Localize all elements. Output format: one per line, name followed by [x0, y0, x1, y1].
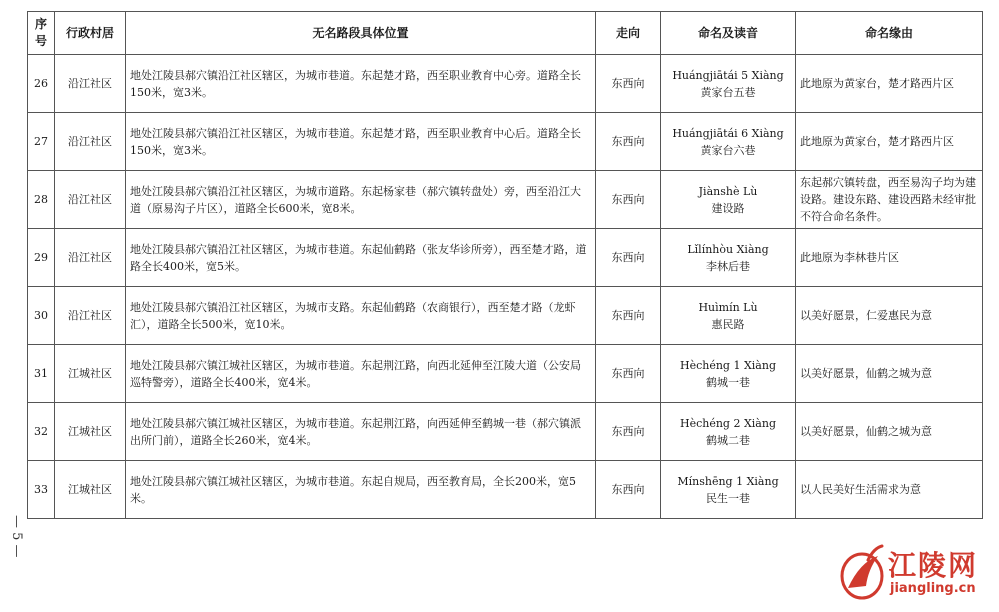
row-reason: 以美好愿景，仙鹤之城为意 — [796, 345, 983, 403]
row-name-chinese: 民生一巷 — [706, 491, 750, 505]
row-name-chinese: 惠民路 — [711, 317, 745, 331]
road-naming-table — [27, 11, 983, 519]
row-location: 地处江陵县郝穴镇沿江社区辖区，为城市巷道。东起楚才路，西至职业教育中心后。道路全长150米，宽3米。 — [126, 113, 596, 171]
row-reason: 以人民美好生活需求为意 — [796, 461, 983, 519]
row-village: 沿江社区 — [55, 287, 126, 345]
row-village: 江城社区 — [55, 403, 126, 461]
table-row — [28, 55, 983, 113]
row-name-pinyin: Hèchéng 1 Xiàng — [679, 358, 776, 372]
row-direction: 东西向 — [596, 403, 661, 461]
row-reason: 东起郝穴镇转盘，西至易沟子均为建设路。建设东路、建设西路未经审批不符合命名条件。 — [796, 171, 983, 229]
row-reason: 以美好愿景，仙鹤之城为意 — [796, 403, 983, 461]
row-name — [661, 171, 796, 229]
row-village: 江城社区 — [55, 345, 126, 403]
page-number: — 5 — — [9, 515, 24, 558]
table-header-row — [28, 12, 983, 55]
row-location: 地处江陵县郝穴镇沿江社区辖区，为城市道路。东起杨家巷（郝穴镇转盘处）旁，西至沿江大道（原易沟子片区），道路全长600米，宽8米。 — [126, 171, 596, 229]
row-number: 31 — [28, 345, 55, 403]
row-direction: 东西向 — [596, 345, 661, 403]
table-row — [28, 345, 983, 403]
watermark-url: jiangling.cn — [890, 581, 976, 596]
row-location: 地处江陵县郝穴镇江城社区辖区，为城市巷道。东起荆江路，向西北延伸至江陵大道（公安局巡特警旁），道路全长400米，宽4米。 — [126, 345, 596, 403]
table-row — [28, 113, 983, 171]
row-direction: 东西向 — [596, 171, 661, 229]
row-location: 地处江陵县郝穴镇沿江社区辖区，为城市巷道。东起楚才路，西至职业教育中心旁。道路全长150米，宽3米。 — [126, 55, 596, 113]
row-name-pinyin: Huángjiātái 5 Xiàng — [672, 68, 784, 82]
row-reason: 以美好愿景，仁爱惠民为意 — [796, 287, 983, 345]
row-number: 29 — [28, 229, 55, 287]
header-reason: 命名缘由 — [796, 12, 983, 55]
row-number: 32 — [28, 403, 55, 461]
header-location: 无名路段具体位置 — [126, 12, 596, 55]
row-direction: 东西向 — [596, 287, 661, 345]
row-name-pinyin: Hèchéng 2 Xiàng — [679, 416, 776, 430]
row-direction: 东西向 — [596, 229, 661, 287]
row-name — [661, 113, 796, 171]
row-name-chinese: 黄家台五巷 — [700, 85, 756, 99]
row-village: 沿江社区 — [55, 229, 126, 287]
row-village: 江城社区 — [55, 461, 126, 519]
crane-logo-icon — [838, 542, 886, 602]
row-name — [661, 287, 796, 345]
row-village: 沿江社区 — [55, 55, 126, 113]
row-village: 沿江社区 — [55, 113, 126, 171]
table-row — [28, 287, 983, 345]
row-number: 26 — [28, 55, 55, 113]
row-reason: 此地原为黄家台，楚才路西片区 — [796, 113, 983, 171]
row-reason: 此地原为李林巷片区 — [796, 229, 983, 287]
row-name-pinyin: Huángjiātái 6 Xiàng — [672, 126, 784, 140]
row-location: 地处江陵县郝穴镇江城社区辖区，为城市巷道。东起自规局，西至教育局，全长200米，宽5米。 — [126, 461, 596, 519]
table-row — [28, 171, 983, 229]
header-direction: 走向 — [596, 12, 661, 55]
row-name-pinyin: Jiànshè Lù — [698, 184, 758, 198]
row-number: 28 — [28, 171, 55, 229]
row-name — [661, 229, 796, 287]
row-number: 30 — [28, 287, 55, 345]
row-location: 地处江陵县郝穴镇江城社区辖区，为城市巷道。东起荆江路，向西延伸至鹤城一巷（郝穴镇派出所门前），道路全长260米，宽4米。 — [126, 403, 596, 461]
row-direction: 东西向 — [596, 55, 661, 113]
row-location: 地处江陵县郝穴镇沿江社区辖区，为城市支路。东起仙鹤路（农商银行），西至楚才路（龙虾汇），道路全长500米，宽10米。 — [126, 287, 596, 345]
watermark-site-name: 江陵网 — [888, 549, 979, 582]
header-village: 行政村居 — [55, 12, 126, 55]
row-location: 地处江陵县郝穴镇沿江社区辖区，为城市巷道。东起仙鹤路（张友华诊所旁），西至楚才路，道路全长400米，宽5米。 — [126, 229, 596, 287]
row-name-chinese: 鹤城一巷 — [706, 375, 750, 389]
row-name-chinese: 建设路 — [711, 201, 745, 215]
table-row — [28, 229, 983, 287]
row-name-chinese: 鹤城二巷 — [706, 433, 750, 447]
row-name — [661, 55, 796, 113]
row-name — [661, 345, 796, 403]
row-number: 33 — [28, 461, 55, 519]
row-number: 27 — [28, 113, 55, 171]
site-watermark — [838, 540, 988, 605]
row-name-pinyin: Mínshēng 1 Xiàng — [677, 474, 779, 488]
row-name — [661, 461, 796, 519]
table-row — [28, 461, 983, 519]
row-reason: 此地原为黄家台，楚才路西片区 — [796, 55, 983, 113]
row-name — [661, 403, 796, 461]
row-name-chinese: 黄家台六巷 — [700, 143, 756, 157]
row-direction: 东西向 — [596, 113, 661, 171]
header-no: 序号 — [28, 12, 55, 55]
row-direction: 东西向 — [596, 461, 661, 519]
row-name-chinese: 李林后巷 — [706, 259, 750, 273]
row-name-pinyin: Huìmín Lù — [698, 300, 758, 314]
header-name: 命名及读音 — [661, 12, 796, 55]
table-row — [28, 403, 983, 461]
row-name-pinyin: Lǐlínhòu Xiàng — [687, 242, 769, 256]
row-village: 沿江社区 — [55, 171, 126, 229]
